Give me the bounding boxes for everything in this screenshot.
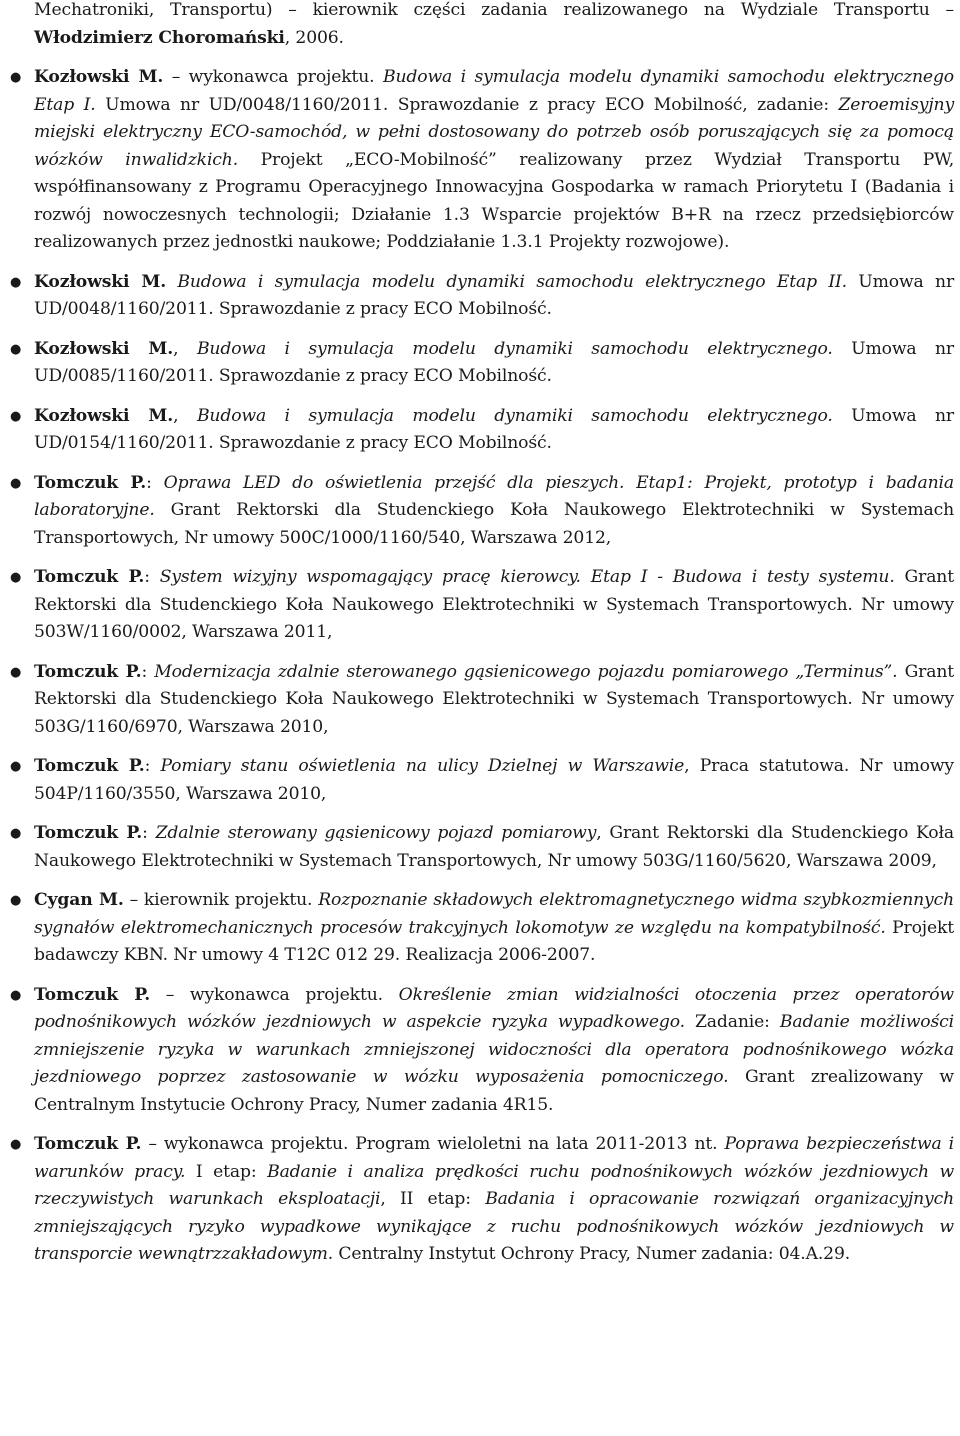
- entry-title: Budowa i symulacja modelu dynamiki samochodu elektrycznego Etap II.: [177, 271, 847, 292]
- entry-text: Grant Rektorski dla Studenckiego Koła Naukowego Elektrotechniki w Systemach Transportowych. Nr umowy 503W/1160/0002, Warszawa 2011,: [34, 567, 954, 642]
- bullet-icon: ●: [10, 408, 22, 424]
- bibliography-entry: [10, 470, 954, 553]
- entry-author: Tomczuk P.: [34, 756, 145, 776]
- bibliography-entry: [10, 269, 955, 324]
- bibliography-entry: [10, 659, 954, 742]
- entry-title: Badanie i analiza prędkości ruchu podnośnikowych wózków jezdniowych w rzeczywistych warunkach eksploatacji: [34, 1161, 955, 1209]
- entry-text: , Praca statutowa. Nr umowy 504P/1160/3550, Warszawa 2010,: [34, 756, 954, 804]
- bibliography-entry-continuation: [34, 0, 954, 52]
- entry-text: Projekt badawczy KBN. Nr umowy 4 T12C 012 29. Realizacja 2006-2007.: [34, 917, 955, 965]
- entry-author: Tomczuk P.: [34, 1134, 142, 1154]
- bullet-icon: ●: [10, 664, 22, 680]
- entry-title: Modernizacja zdalnie sterowanego gąsienicowego pojazdu pomiarowego „Terminus”.: [154, 661, 898, 682]
- entry-title: Poprawa bezpieczeństwa i warunków pracy.: [34, 1134, 954, 1182]
- bullet-icon: ●: [10, 475, 22, 491]
- entry-text: – wykonawca projektu. Program wieloletni na lata 2011-2013 nt.: [141, 1134, 725, 1154]
- bullet-icon: ●: [10, 341, 22, 357]
- entry-text: ,: [173, 338, 197, 359]
- bibliography-entry: [10, 982, 954, 1120]
- entry-title: Zdalnie sterowany gąsienicowy pojazd pomiarowy: [155, 823, 597, 843]
- bullet-icon: ●: [10, 826, 22, 841]
- entry-title: Budowa i symulacja modelu dynamiki samochodu elektrycznego.: [196, 405, 833, 426]
- entry-text: ,: [173, 405, 197, 426]
- bullet-icon: ●: [10, 1137, 22, 1152]
- entry-text: :: [146, 472, 164, 493]
- entry-text: , Grant Rektorski dla Studenckiego Koła Naukowego Elektrotechniki w Systemach Transportowych, Nr umowy 503G/1160/5620, Warszawa 2009,: [34, 823, 954, 871]
- entry-text: Umowa nr UD/0154/1160/2011. Sprawozdanie z pracy ECO Mobilność.: [34, 405, 954, 453]
- entry-author: Kozłowski M.: [34, 338, 174, 359]
- bullet-icon: ●: [10, 570, 22, 585]
- bibliography-entry: [10, 887, 955, 970]
- entry-text: Umowa nr UD/0048/1160/2011. Sprawozdanie z pracy ECO Mobilność.: [34, 271, 955, 319]
- entry-text: – kierownik projektu.: [123, 890, 319, 910]
- bibliography-entry: [10, 336, 954, 391]
- entry-title: Zeroemisyjny miejski elektryczny ECO-samochód, w pełni dostosowany do potrzeb osób poruszających się za pomocą wózków inwalidzkich.: [34, 94, 954, 170]
- entry-title: Budowa i symulacja modelu dynamiki samochodu elektrycznego Etap I.: [34, 67, 954, 115]
- entry-text: :: [142, 823, 156, 843]
- bullet-icon: ●: [10, 759, 22, 774]
- entry-title: Pomiary stanu oświetlenia na ulicy Dzielnej w Warszawie: [160, 756, 685, 776]
- entry-author: Kozłowski M.: [34, 405, 174, 426]
- entry-text: , 2006.: [284, 27, 344, 48]
- entry-text: – wykonawca projektu.: [163, 67, 384, 87]
- entry-text: Grant Rektorski dla Studenckiego Koła Naukowego Elektrotechniki w Systemach Transportowych, Nr umowy 500C/1000/1160/540, Warszawa 2012,: [34, 500, 954, 548]
- entry-author: Tomczuk P.: [34, 661, 142, 682]
- entry-text: – wykonawca projektu.: [150, 984, 399, 1005]
- bullet-icon: ●: [10, 987, 22, 1003]
- entry-text: Centralny Instytut Ochrony Pracy, Numer zadania: 04.A.29.: [333, 1244, 851, 1264]
- bullet-icon: ●: [10, 274, 22, 290]
- entry-text: [166, 272, 177, 292]
- entry-title: Badanie możliwości zmniejszenie ryzyka w warunkach zmniejszonej widoczności dla operatora podnośnikowego wózka jezdniowego poprzez zastosowanie w wózku wyposażenia pomocniczego.: [34, 1012, 954, 1087]
- bibliography-entry: [10, 564, 954, 647]
- entry-text: , II etap:: [380, 1189, 486, 1209]
- entry-text: Umowa nr UD/0085/1160/2011. Sprawozdanie z pracy ECO Mobilność.: [34, 338, 954, 386]
- entry-text: Mechatroniki, Transportu) – kierownik części zadania realizowanego na Wydziale Transportu –: [34, 0, 954, 20]
- entry-text: :: [144, 756, 161, 776]
- entry-author: Tomczuk P.: [34, 472, 147, 493]
- entry-author: Tomczuk P.: [34, 823, 143, 843]
- entry-title: System wizyjny wspomagający pracę kierowcy. Etap I - Budowa i testy systemu.: [159, 567, 895, 587]
- entry-text: Zadanie:: [684, 1012, 780, 1032]
- bibliography-entry: [10, 820, 954, 875]
- entry-title: Oprawa LED do oświetlenia przejść dla pieszych. Etap1: Projekt, prototyp i badania laboratoryjne.: [34, 472, 954, 520]
- entry-text: Grant zrealizowany w Centralnym Instytucie Ochrony Pracy, Numer zadania 4R15.: [34, 1067, 954, 1115]
- entry-author: Tomczuk P.: [34, 567, 145, 587]
- bibliography-entry: [10, 753, 954, 808]
- bibliography-entry: [10, 1131, 955, 1269]
- entry-author: Kozłowski M.: [34, 67, 164, 87]
- entry-title: Określenie zmian widzialności otoczenia przez operatorów podnośnikowych wózków jezdniowych w aspekcie ryzyka wypadkowego.: [34, 984, 954, 1032]
- entry-author: Tomczuk P.: [34, 984, 151, 1005]
- entry-author: Cygan M.: [34, 890, 124, 910]
- bibliography-entry: [10, 64, 955, 257]
- entry-author: Kozłowski M.: [34, 271, 167, 292]
- entry-text: Projekt „ECO-Mobilność” realizowany przez Wydział Transportu PW, współfinansowany z Programu Operacyjnego Innowacyjna Gospodarka w ramach Priorytetu I (Badania i rozwój nowoczesnych technologii; Działanie 1.3 Wsparcie projektów B+R na rzecz przedsiębiorców realizowanych przez jednostki naukowe; Poddziałanie 1.3.1 Projekty rozwojowe).: [34, 149, 955, 252]
- entry-text: Umowa nr UD/0048/1160/2011. Sprawozdanie z pracy ECO Mobilność, zadanie:: [95, 94, 839, 115]
- entry-text: I etap:: [185, 1161, 268, 1182]
- entry-text: :: [144, 567, 160, 587]
- entry-title: Badania i opracowanie rozwiązań organizacyjnych zmniejszających ryzyko wypadkowe wynikające z ruchu podnośnikowych wózków jezdniowych w transporcie wewnątrzzakładowym.: [34, 1189, 955, 1264]
- bullet-icon: ●: [10, 70, 22, 85]
- entry-title: Budowa i symulacja modelu dynamiki samochodu elektrycznego.: [196, 338, 833, 359]
- bullet-icon: ●: [10, 893, 22, 908]
- entry-text: :: [141, 661, 155, 682]
- entry-title: Rozpoznanie składowych elektromagnetycznego widma szybkozmiennych sygnałów elektromechanicznych procesów trakcyjnych lokomotyw ze względu na kompatybilność.: [34, 890, 954, 938]
- entry-text: Grant Rektorski dla Studenckiego Koła Naukowego Elektrotechniki w Systemach Transportowych. Nr umowy 503G/1160/6970, Warszawa 2010,: [34, 661, 954, 737]
- entry-author: Włodzimierz Choromański: [34, 27, 285, 48]
- bibliography-entry: [10, 403, 954, 458]
